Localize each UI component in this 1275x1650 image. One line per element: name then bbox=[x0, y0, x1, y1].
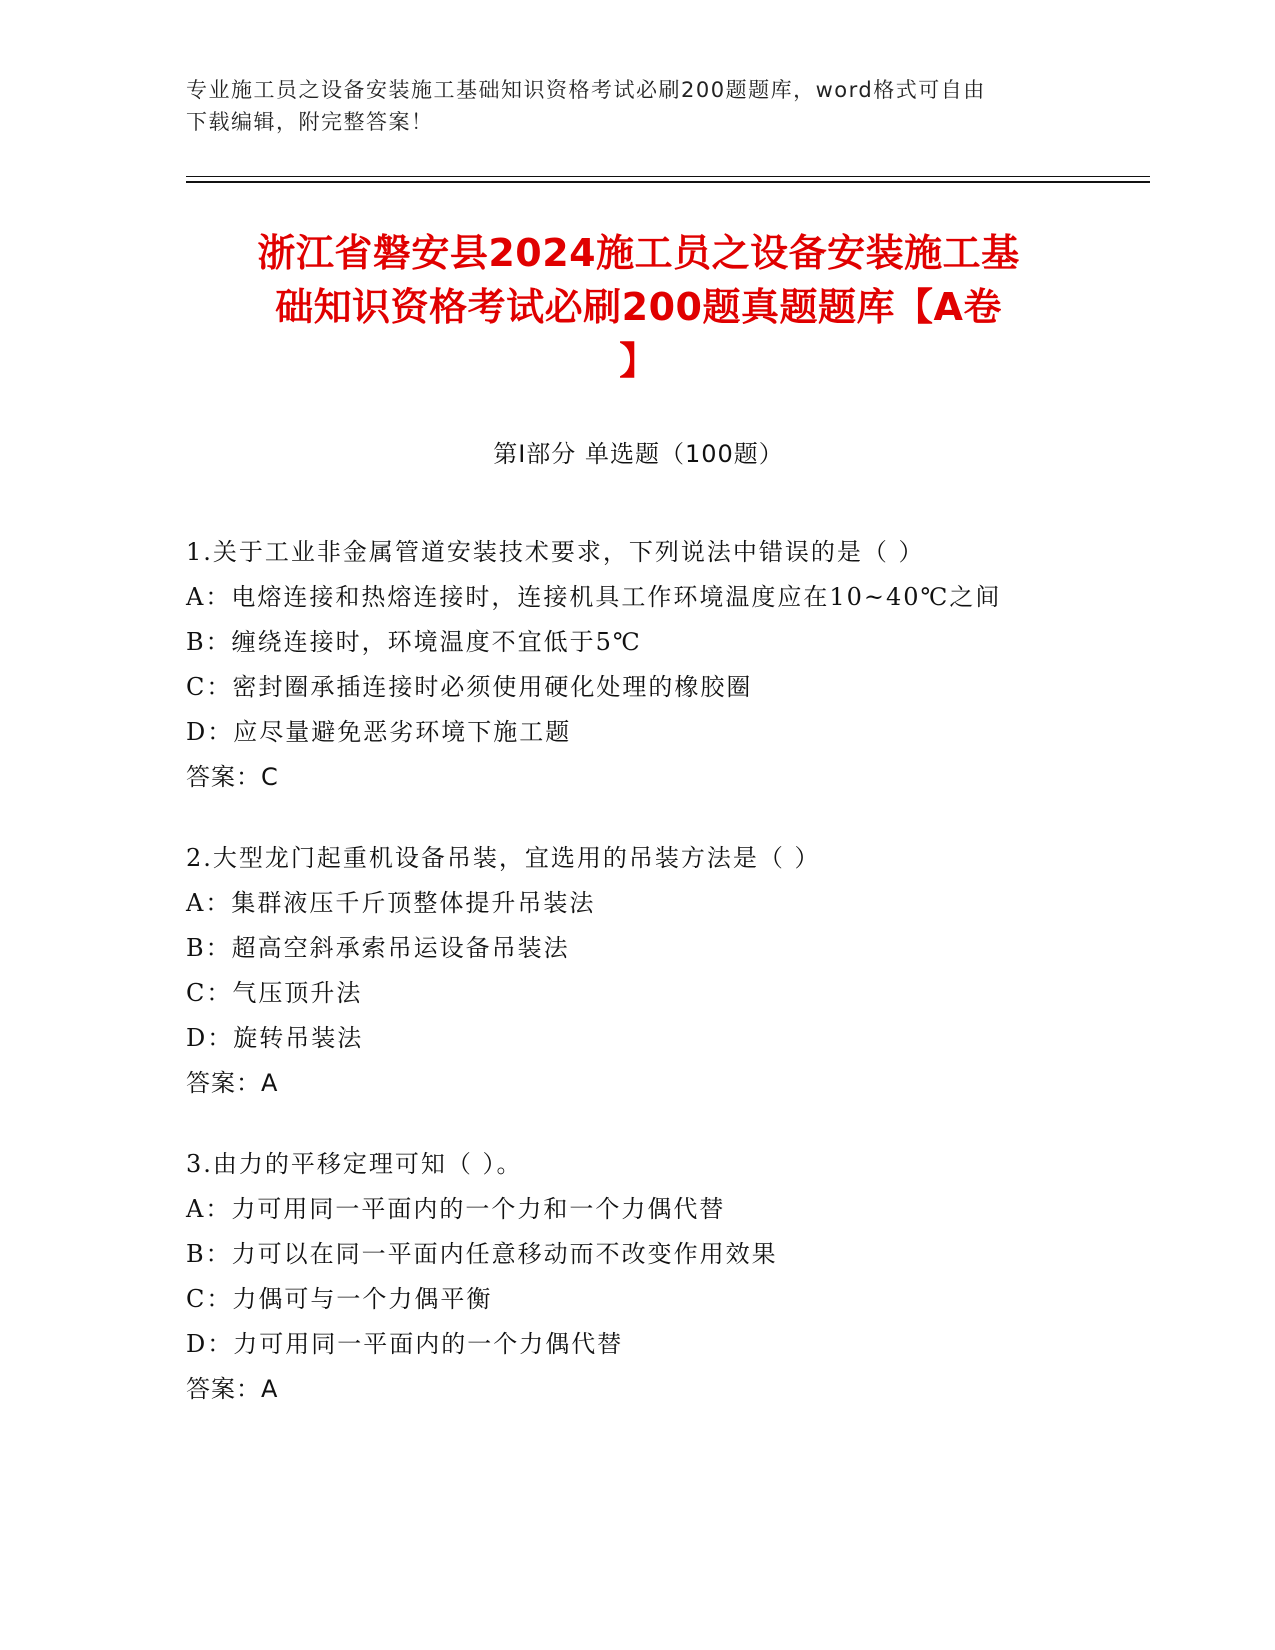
option-b: B：力可以在同一平面内任意移动而不改变作用效果 bbox=[186, 1240, 778, 1268]
option-c: C：密封圈承插连接时必须使用硬化处理的橡胶圈 bbox=[186, 673, 753, 701]
header-note bbox=[186, 74, 1066, 138]
answer: 答案：A bbox=[186, 1375, 279, 1403]
document-title bbox=[186, 226, 1091, 388]
question-stem: 3.由力的平移定理可知（ ）。 bbox=[186, 1150, 523, 1178]
question-list bbox=[186, 530, 1146, 1448]
option-a: A：集群液压千斤顶整体提升吊装法 bbox=[186, 889, 596, 917]
option-a: A：电熔连接和热熔连接时，连接机具工作环境温度应在10~40℃之间 bbox=[186, 583, 1002, 611]
document-title-line: 】 bbox=[619, 339, 658, 383]
header-divider-thin bbox=[186, 176, 1150, 177]
option-d: D：旋转吊装法 bbox=[186, 1024, 364, 1052]
option-d: D：力可用同一平面内的一个力偶代替 bbox=[186, 1330, 624, 1358]
option-c: C：气压顶升法 bbox=[186, 979, 363, 1007]
option-b: B：缠绕连接时，环境温度不宜低于5℃ bbox=[186, 628, 642, 656]
question-stem: 1.关于工业非金属管道安装技术要求，下列说法中错误的是（ ） bbox=[186, 538, 925, 566]
header-divider-thick bbox=[186, 181, 1150, 183]
section-title: 第Ⅰ部分 单选题（100题） bbox=[493, 440, 784, 468]
question-stem: 2.大型龙门起重机设备吊装，宜选用的吊装方法是（ ） bbox=[186, 844, 821, 872]
option-a: A：力可用同一平面内的一个力和一个力偶代替 bbox=[186, 1195, 726, 1223]
question-1 bbox=[186, 530, 1146, 800]
header-note-line: 下载编辑，附完整答案！ bbox=[186, 110, 434, 134]
option-c: C：力偶可与一个力偶平衡 bbox=[186, 1285, 493, 1313]
option-d: D：应尽量避免恶劣环境下施工题 bbox=[186, 718, 572, 746]
answer: 答案：A bbox=[186, 1069, 279, 1097]
option-b: B：超高空斜承索吊运设备吊装法 bbox=[186, 934, 570, 962]
question-3 bbox=[186, 1142, 1146, 1412]
answer: 答案：C bbox=[186, 763, 279, 791]
question-2 bbox=[186, 836, 1146, 1106]
header-note-line: 专业施工员之设备安装施工基础知识资格考试必刷200题题库，word格式可自由 bbox=[186, 78, 986, 102]
document-title-line: 础知识资格考试必刷200题真题题库【A卷 bbox=[275, 285, 1002, 329]
document-title-line: 浙江省磐安县2024施工员之设备安装施工基 bbox=[257, 231, 1020, 275]
